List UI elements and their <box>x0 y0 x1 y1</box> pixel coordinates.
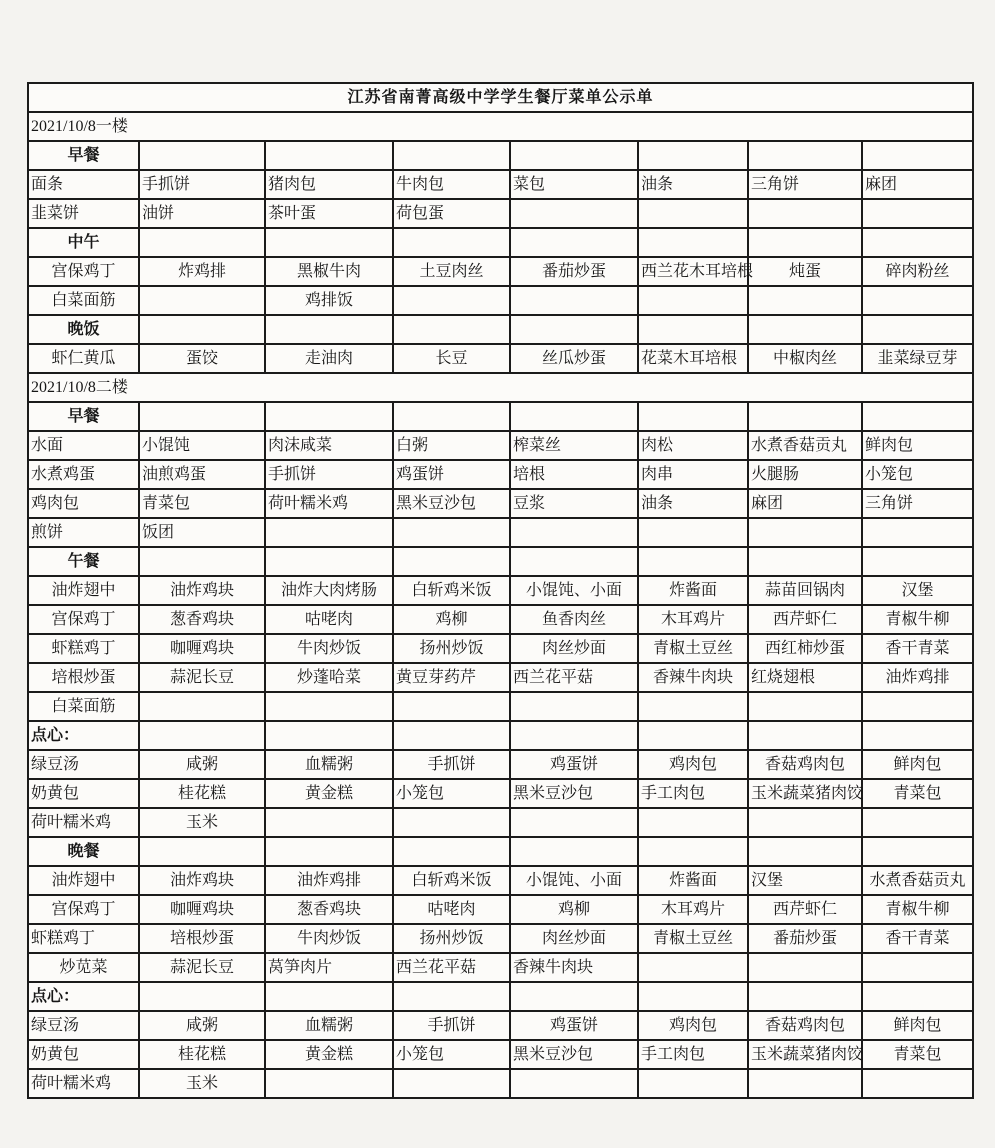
menu-cell <box>748 518 862 547</box>
menu-cell: 火腿肠 <box>748 460 862 489</box>
empty-cell <box>393 547 510 576</box>
menu-cell <box>510 199 638 228</box>
menu-cell: 青椒牛柳 <box>862 895 973 924</box>
menu-cell: 培根炒蛋 <box>139 924 265 953</box>
menu-cell: 蒜泥长豆 <box>139 663 265 692</box>
empty-cell <box>638 228 748 257</box>
menu-cell: 桂花糕 <box>139 779 265 808</box>
header-row <box>28 141 973 170</box>
menu-cell: 葱香鸡块 <box>139 605 265 634</box>
empty-cell <box>393 402 510 431</box>
header-row <box>28 547 973 576</box>
empty-cell <box>265 837 393 866</box>
menu-cell: 炖蛋 <box>748 257 862 286</box>
menu-cell: 桂花糕 <box>139 1040 265 1069</box>
menu-row <box>28 1040 973 1069</box>
menu-cell: 咕咾肉 <box>393 895 510 924</box>
section-date: 2021/10/8二楼 <box>28 373 973 402</box>
menu-row <box>28 953 973 982</box>
menu-cell <box>862 1069 973 1098</box>
menu-table <box>27 82 974 1099</box>
menu-cell <box>862 286 973 315</box>
menu-row <box>28 924 973 953</box>
header-row <box>28 837 973 866</box>
menu-cell: 木耳鸡片 <box>638 895 748 924</box>
menu-cell <box>748 808 862 837</box>
menu-cell: 咸粥 <box>139 750 265 779</box>
empty-cell <box>139 837 265 866</box>
menu-cell: 碎肉粉丝 <box>862 257 973 286</box>
menu-cell: 荷叶糯米鸡 <box>28 808 139 837</box>
menu-cell: 韭菜饼 <box>28 199 139 228</box>
menu-cell: 水煮香菇贡丸 <box>862 866 973 895</box>
menu-cell: 荷叶糯米鸡 <box>28 1069 139 1098</box>
menu-cell: 炸鸡排 <box>139 257 265 286</box>
empty-cell <box>862 228 973 257</box>
menu-cell <box>638 692 748 721</box>
menu-row <box>28 634 973 663</box>
menu-cell: 扬州炒饭 <box>393 634 510 663</box>
menu-cell: 黄金糕 <box>265 779 393 808</box>
menu-cell: 花菜木耳培根 <box>638 344 748 373</box>
empty-cell <box>748 837 862 866</box>
menu-cell: 香菇鸡肉包 <box>748 750 862 779</box>
menu-cell: 油炸翅中 <box>28 576 139 605</box>
menu-cell: 番茄炒蛋 <box>510 257 638 286</box>
menu-cell: 奶黄包 <box>28 1040 139 1069</box>
meal-header: 早餐 <box>28 402 139 431</box>
menu-cell: 白粥 <box>393 431 510 460</box>
menu-cell <box>265 1069 393 1098</box>
menu-cell: 青椒土豆丝 <box>638 924 748 953</box>
menu-cell: 三角饼 <box>862 489 973 518</box>
empty-cell <box>862 547 973 576</box>
empty-cell <box>638 315 748 344</box>
menu-cell: 蒜泥长豆 <box>139 953 265 982</box>
empty-cell <box>393 837 510 866</box>
menu-cell: 绿豆汤 <box>28 750 139 779</box>
menu-row <box>28 460 973 489</box>
menu-cell: 手工肉包 <box>638 779 748 808</box>
menu-cell: 奶黄包 <box>28 779 139 808</box>
menu-cell: 木耳鸡片 <box>638 605 748 634</box>
menu-cell: 手抓饼 <box>393 750 510 779</box>
section-date: 2021/10/8一楼 <box>28 112 973 141</box>
empty-cell <box>510 141 638 170</box>
menu-cell: 鸡肉包 <box>638 750 748 779</box>
empty-cell <box>139 402 265 431</box>
menu-cell: 西兰花平菇 <box>510 663 638 692</box>
menu-cell: 荷包蛋 <box>393 199 510 228</box>
menu-cell: 小笼包 <box>393 779 510 808</box>
menu-cell: 水面 <box>28 431 139 460</box>
menu-cell: 白菜面筋 <box>28 692 139 721</box>
menu-cell: 肉串 <box>638 460 748 489</box>
menu-cell: 小笼包 <box>862 460 973 489</box>
menu-cell: 香辣牛肉块 <box>510 953 638 982</box>
menu-cell <box>748 953 862 982</box>
menu-cell: 黑米豆沙包 <box>510 1040 638 1069</box>
menu-cell: 玉米 <box>139 808 265 837</box>
menu-cell: 鸡蛋饼 <box>393 460 510 489</box>
menu-cell: 三角饼 <box>748 170 862 199</box>
menu-cell <box>748 286 862 315</box>
menu-cell: 虾糕鸡丁 <box>28 634 139 663</box>
menu-cell <box>638 953 748 982</box>
menu-cell: 葱香鸡块 <box>265 895 393 924</box>
menu-cell: 韭菜绿豆芽 <box>862 344 973 373</box>
menu-row <box>28 489 973 518</box>
menu-cell <box>510 286 638 315</box>
empty-cell <box>265 982 393 1011</box>
menu-cell <box>862 692 973 721</box>
empty-cell <box>748 402 862 431</box>
menu-cell: 炸酱面 <box>638 576 748 605</box>
menu-cell: 面条 <box>28 170 139 199</box>
menu-cell: 小馄饨 <box>139 431 265 460</box>
menu-table-body <box>28 83 973 1098</box>
menu-row <box>28 576 973 605</box>
menu-cell: 汉堡 <box>748 866 862 895</box>
empty-cell <box>393 228 510 257</box>
menu-cell: 血糯粥 <box>265 750 393 779</box>
menu-cell: 小笼包 <box>393 1040 510 1069</box>
title-row <box>28 83 973 112</box>
menu-cell: 手抓饼 <box>139 170 265 199</box>
empty-cell <box>862 315 973 344</box>
empty-cell <box>638 547 748 576</box>
menu-cell: 炒蓬哈菜 <box>265 663 393 692</box>
menu-cell: 牛肉包 <box>393 170 510 199</box>
menu-cell: 鲜肉包 <box>862 1011 973 1040</box>
menu-cell: 牛肉炒饭 <box>265 634 393 663</box>
menu-row <box>28 257 973 286</box>
menu-cell: 咖喱鸡块 <box>139 634 265 663</box>
meal-header: 点心： <box>28 982 139 1011</box>
menu-cell: 肉丝炒面 <box>510 924 638 953</box>
menu-cell <box>748 199 862 228</box>
menu-cell <box>748 692 862 721</box>
empty-cell <box>862 721 973 750</box>
menu-cell: 培根 <box>510 460 638 489</box>
empty-cell <box>638 402 748 431</box>
empty-cell <box>139 547 265 576</box>
menu-cell: 香干青菜 <box>862 924 973 953</box>
empty-cell <box>748 982 862 1011</box>
menu-cell <box>265 518 393 547</box>
menu-cell: 油炸鸡块 <box>139 576 265 605</box>
menu-cell <box>139 286 265 315</box>
menu-cell: 鸡蛋饼 <box>510 1011 638 1040</box>
empty-cell <box>638 141 748 170</box>
menu-cell: 青椒牛柳 <box>862 605 973 634</box>
empty-cell <box>139 982 265 1011</box>
menu-cell <box>393 1069 510 1098</box>
empty-cell <box>748 228 862 257</box>
menu-cell: 香菇鸡肉包 <box>748 1011 862 1040</box>
empty-cell <box>510 721 638 750</box>
menu-cell: 鸡蛋饼 <box>510 750 638 779</box>
empty-cell <box>393 982 510 1011</box>
menu-cell: 红烧翅根 <box>748 663 862 692</box>
menu-cell <box>393 692 510 721</box>
menu-cell: 白斩鸡米饭 <box>393 866 510 895</box>
menu-cell: 黑米豆沙包 <box>510 779 638 808</box>
meal-header: 午餐 <box>28 547 139 576</box>
menu-cell: 油炸大肉烤肠 <box>265 576 393 605</box>
menu-cell <box>862 518 973 547</box>
menu-row <box>28 199 973 228</box>
menu-cell <box>638 808 748 837</box>
menu-cell: 猪肉包 <box>265 170 393 199</box>
menu-cell: 走油肉 <box>265 344 393 373</box>
menu-cell: 鲜肉包 <box>862 750 973 779</box>
menu-cell: 肉沫咸菜 <box>265 431 393 460</box>
empty-cell <box>139 141 265 170</box>
menu-cell <box>510 1069 638 1098</box>
menu-cell: 绿豆汤 <box>28 1011 139 1040</box>
menu-cell <box>393 286 510 315</box>
empty-cell <box>748 315 862 344</box>
menu-cell: 青菜包 <box>139 489 265 518</box>
empty-cell <box>139 315 265 344</box>
header-row <box>28 402 973 431</box>
menu-cell: 小馄饨、小面 <box>510 576 638 605</box>
menu-cell: 荷叶糯米鸡 <box>265 489 393 518</box>
menu-cell: 茶叶蛋 <box>265 199 393 228</box>
date-row <box>28 373 973 402</box>
menu-cell <box>638 199 748 228</box>
menu-cell: 鸡肉包 <box>638 1011 748 1040</box>
header-row <box>28 721 973 750</box>
menu-cell <box>510 808 638 837</box>
empty-cell <box>265 547 393 576</box>
menu-cell: 丝瓜炒蛋 <box>510 344 638 373</box>
menu-cell: 油饼 <box>139 199 265 228</box>
menu-cell: 鸡柳 <box>510 895 638 924</box>
menu-cell: 西芹虾仁 <box>748 605 862 634</box>
menu-cell: 油条 <box>638 170 748 199</box>
menu-cell: 油条 <box>638 489 748 518</box>
header-row <box>28 228 973 257</box>
menu-cell: 扬州炒饭 <box>393 924 510 953</box>
empty-cell <box>862 402 973 431</box>
empty-cell <box>638 837 748 866</box>
menu-cell: 鸡肉包 <box>28 489 139 518</box>
meal-header: 晚饭 <box>28 315 139 344</box>
menu-cell: 牛肉炒饭 <box>265 924 393 953</box>
empty-cell <box>748 547 862 576</box>
menu-row <box>28 779 973 808</box>
menu-cell: 饭团 <box>139 518 265 547</box>
menu-cell: 鱼香肉丝 <box>510 605 638 634</box>
menu-cell: 香干青菜 <box>862 634 973 663</box>
menu-cell: 肉丝炒面 <box>510 634 638 663</box>
menu-cell: 麻团 <box>862 170 973 199</box>
menu-cell: 宫保鸡丁 <box>28 605 139 634</box>
menu-cell: 油炸鸡排 <box>265 866 393 895</box>
meal-header: 晚餐 <box>28 837 139 866</box>
empty-cell <box>510 315 638 344</box>
menu-cell: 手抓饼 <box>265 460 393 489</box>
menu-cell <box>862 808 973 837</box>
menu-cell: 虾糕鸡丁 <box>28 924 139 953</box>
menu-cell: 油炸翅中 <box>28 866 139 895</box>
menu-cell: 油煎鸡蛋 <box>139 460 265 489</box>
menu-cell <box>510 518 638 547</box>
empty-cell <box>748 721 862 750</box>
empty-cell <box>638 721 748 750</box>
header-row <box>28 982 973 1011</box>
menu-row <box>28 663 973 692</box>
menu-cell <box>393 808 510 837</box>
menu-cell: 青菜包 <box>862 779 973 808</box>
menu-cell: 土豆肉丝 <box>393 257 510 286</box>
menu-row <box>28 344 973 373</box>
menu-cell: 玉米蔬菜猪肉饺 <box>748 1040 862 1069</box>
menu-cell: 香辣牛肉块 <box>638 663 748 692</box>
menu-cell: 黑米豆沙包 <box>393 489 510 518</box>
menu-row <box>28 1011 973 1040</box>
menu-row <box>28 895 973 924</box>
empty-cell <box>265 315 393 344</box>
menu-row <box>28 692 973 721</box>
menu-row <box>28 605 973 634</box>
menu-cell <box>638 286 748 315</box>
empty-cell <box>393 315 510 344</box>
menu-cell: 西兰花平菇 <box>393 953 510 982</box>
menu-cell: 咖喱鸡块 <box>139 895 265 924</box>
empty-cell <box>862 982 973 1011</box>
menu-cell: 西红柿炒蛋 <box>748 634 862 663</box>
menu-row <box>28 286 973 315</box>
menu-cell <box>638 518 748 547</box>
menu-row <box>28 750 973 779</box>
page-title: 江苏省南菁高级中学学生餐厅菜单公示单 <box>28 83 973 112</box>
empty-cell <box>265 721 393 750</box>
empty-cell <box>265 141 393 170</box>
empty-cell <box>265 228 393 257</box>
menu-cell <box>638 1069 748 1098</box>
menu-cell: 水煮鸡蛋 <box>28 460 139 489</box>
date-row <box>28 112 973 141</box>
empty-cell <box>510 547 638 576</box>
menu-cell: 虾仁黄瓜 <box>28 344 139 373</box>
menu-cell: 玉米蔬菜猪肉饺 <box>748 779 862 808</box>
menu-row <box>28 808 973 837</box>
menu-cell: 鲜肉包 <box>862 431 973 460</box>
menu-cell: 手工肉包 <box>638 1040 748 1069</box>
menu-cell: 肉松 <box>638 431 748 460</box>
empty-cell <box>393 141 510 170</box>
menu-cell: 汉堡 <box>862 576 973 605</box>
menu-cell: 黑椒牛肉 <box>265 257 393 286</box>
empty-cell <box>139 228 265 257</box>
menu-cell: 宫保鸡丁 <box>28 895 139 924</box>
menu-cell <box>862 953 973 982</box>
menu-cell: 莴笋肉片 <box>265 953 393 982</box>
menu-cell <box>265 808 393 837</box>
header-row <box>28 315 973 344</box>
menu-cell: 咕咾肉 <box>265 605 393 634</box>
menu-row <box>28 866 973 895</box>
empty-cell <box>510 402 638 431</box>
menu-cell: 手抓饼 <box>393 1011 510 1040</box>
menu-cell: 鸡柳 <box>393 605 510 634</box>
menu-cell: 番茄炒蛋 <box>748 924 862 953</box>
menu-cell: 水煮香菇贡丸 <box>748 431 862 460</box>
menu-cell: 小馄饨、小面 <box>510 866 638 895</box>
menu-cell: 黄金糕 <box>265 1040 393 1069</box>
menu-cell <box>748 1069 862 1098</box>
menu-cell: 油炸鸡块 <box>139 866 265 895</box>
menu-cell: 咸粥 <box>139 1011 265 1040</box>
empty-cell <box>638 982 748 1011</box>
menu-cell: 菜包 <box>510 170 638 199</box>
menu-cell: 鸡排饭 <box>265 286 393 315</box>
menu-row <box>28 518 973 547</box>
meal-header: 点心： <box>28 721 139 750</box>
menu-cell: 西芹虾仁 <box>748 895 862 924</box>
menu-cell: 炸酱面 <box>638 866 748 895</box>
menu-cell: 炒苋菜 <box>28 953 139 982</box>
menu-cell: 白菜面筋 <box>28 286 139 315</box>
menu-cell: 蒜苗回锅肉 <box>748 576 862 605</box>
menu-cell: 榨菜丝 <box>510 431 638 460</box>
empty-cell <box>393 721 510 750</box>
menu-cell <box>510 692 638 721</box>
meal-header: 早餐 <box>28 141 139 170</box>
menu-cell <box>862 199 973 228</box>
meal-header: 中午 <box>28 228 139 257</box>
menu-cell <box>393 518 510 547</box>
menu-cell <box>265 692 393 721</box>
menu-cell: 黄豆芽药芹 <box>393 663 510 692</box>
empty-cell <box>862 141 973 170</box>
empty-cell <box>265 402 393 431</box>
menu-cell: 玉米 <box>139 1069 265 1098</box>
menu-cell: 麻团 <box>748 489 862 518</box>
menu-cell: 白斩鸡米饭 <box>393 576 510 605</box>
empty-cell <box>139 721 265 750</box>
menu-cell: 蛋饺 <box>139 344 265 373</box>
menu-cell: 煎饼 <box>28 518 139 547</box>
empty-cell <box>862 837 973 866</box>
menu-cell: 培根炒蛋 <box>28 663 139 692</box>
menu-row <box>28 1069 973 1098</box>
empty-cell <box>510 837 638 866</box>
menu-cell: 血糯粥 <box>265 1011 393 1040</box>
menu-cell: 青椒土豆丝 <box>638 634 748 663</box>
menu-cell: 油炸鸡排 <box>862 663 973 692</box>
menu-cell: 青菜包 <box>862 1040 973 1069</box>
empty-cell <box>748 141 862 170</box>
menu-row <box>28 170 973 199</box>
menu-cell: 长豆 <box>393 344 510 373</box>
empty-cell <box>510 228 638 257</box>
menu-cell: 豆浆 <box>510 489 638 518</box>
menu-cell: 中椒肉丝 <box>748 344 862 373</box>
empty-cell <box>510 982 638 1011</box>
menu-cell: 宫保鸡丁 <box>28 257 139 286</box>
menu-row <box>28 431 973 460</box>
menu-cell <box>139 692 265 721</box>
menu-cell: 西兰花木耳培根 <box>638 257 748 286</box>
